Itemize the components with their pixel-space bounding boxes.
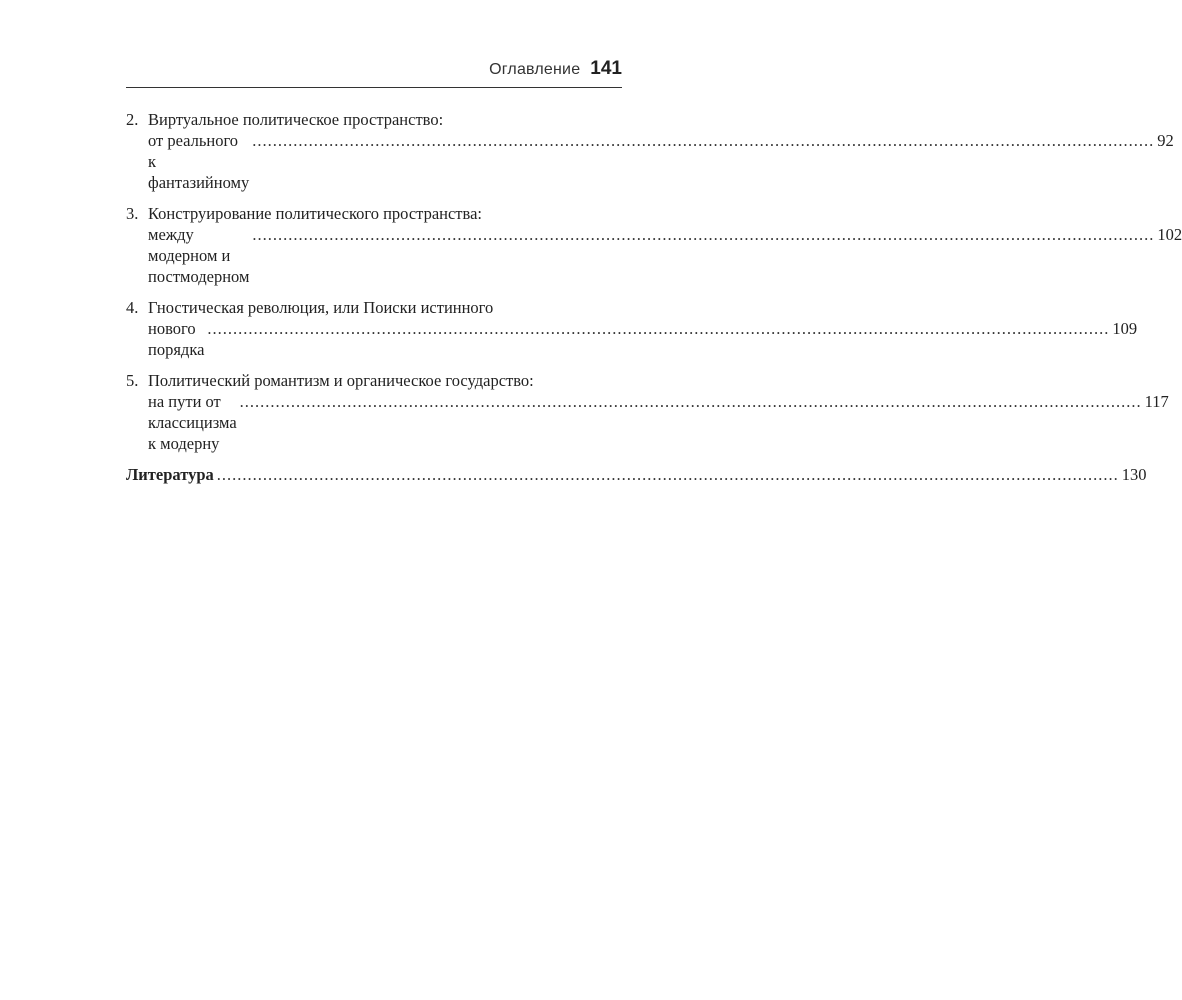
literature-page: 130: [1121, 465, 1147, 484]
entry-title-line1: Виртуальное политическое пространство:: [148, 110, 444, 129]
dot-leader: [240, 391, 1142, 412]
dot-leader: [207, 318, 1109, 339]
toc-entry[interactable]: [126, 203, 1182, 287]
dot-leader: [252, 130, 1154, 151]
toc-entry[interactable]: [126, 109, 1174, 193]
entry-title-line2: на пути от классицизма к модерну: [148, 392, 237, 453]
entry-number: 2.: [126, 110, 139, 129]
entry-title-line2: от реального к фантазийному: [148, 131, 250, 192]
entry-title-line1: Конструирование политического пространства:: [148, 204, 482, 223]
entry-page: 109: [1112, 319, 1138, 338]
entry-number: 4.: [126, 298, 139, 317]
entry-title-line1: Гностическая революция, или Поиски истинного: [148, 298, 494, 317]
running-header: [126, 58, 622, 86]
entry-title-line1: Политический романтизм и органическое государство:: [148, 371, 534, 390]
toc-entry[interactable]: [126, 370, 1169, 454]
entry-number: 5.: [126, 371, 139, 390]
entry-page: 92: [1157, 131, 1174, 150]
entry-title-line2: между модерном и постмодерном: [148, 225, 250, 286]
page-number: 141: [590, 58, 622, 79]
entry-page: 102: [1157, 225, 1182, 244]
table-of-contents: [126, 109, 1182, 495]
entry-title-line2: нового порядка: [148, 319, 205, 359]
literature-title: Литература: [126, 465, 214, 484]
section-title: Оглавление: [489, 61, 581, 78]
dot-leader: [252, 224, 1154, 245]
entry-number: 3.: [126, 204, 139, 223]
toc-entry[interactable]: [126, 297, 1138, 360]
toc-entry-literature[interactable]: [126, 464, 1147, 485]
header-rule: [126, 87, 622, 88]
dot-leader: [217, 464, 1119, 485]
entry-page: 117: [1144, 392, 1169, 411]
